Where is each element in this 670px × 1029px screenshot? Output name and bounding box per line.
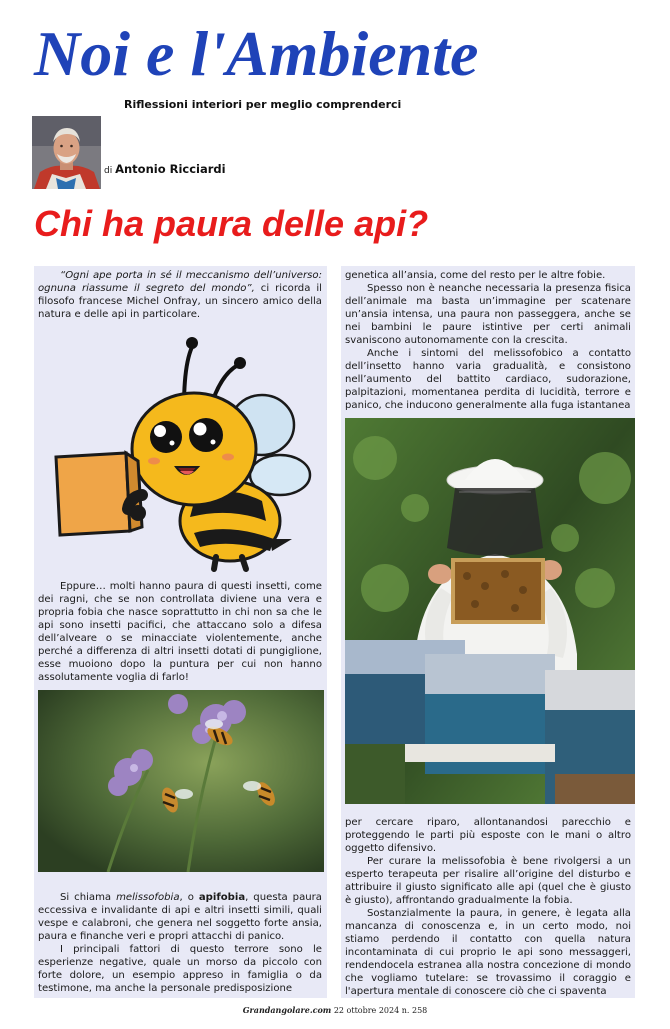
bees-on-flowers-photo: [38, 690, 324, 872]
term-melissofobia: melissofobia: [116, 892, 180, 903]
paragraph-eppure: Eppure… molti hanno paura di questi insetti, come dei ragni, che se non controllata diviene una vera e propria fobia che nasce soprattutto in chi non sa che le api sono insetti pacifici, che attaccano solo a difesa dell’alveare o se minacciate violentemente, anche perché a differenza di altri insetti dotati di pungiglione, esse muoiono dopo la puntura per cui non hanno assolutamente voglia di farlo!: [38, 581, 322, 683]
paragraph-melissofobia: Si chiama melissofobia, o apifobia, questa paura eccessiva e invalidante di api e altri insetti simili, quali vespe e calabroni, che genera nel soggetto forte ansia, paura e finanche veri e propri attacchi di panico.: [38, 892, 322, 942]
article-headline: Chi ha paura delle api?: [34, 203, 429, 244]
column-2-bottom-text: [345, 816, 631, 998]
author-name: Antonio Ricciardi: [115, 162, 226, 176]
footer-issue: n. 258: [401, 1006, 428, 1015]
paragraph-curare: Per curare la melissofobia è bene rivolgersi a un esperto terapeuta per risalire all’origine del disturbo e attribuire il giusto significato alle api (quel che è giusto è giusto), affrontando gradualmente la fobia.: [345, 856, 631, 906]
byline: [104, 162, 226, 176]
paragraph-riparo: per cercare riparo, allontanandosi parecchio e proteggendo le parti più esposte con le mani o altro oggetto difensivo.: [345, 817, 631, 854]
paragraph-fattori: I principali fattori di questo terrore sono le esperienze negative, quale un morso da piccolo con forte dolore, un esempio appreso in famiglia o da testimone, ma anche la personale predisposizione: [38, 944, 322, 994]
column-1-intro-text: [38, 269, 322, 321]
paragraph-sostanzialmente: Sostanzialmente la paura, in genere, è legata alla mancanza di conoscenza e, in un certo modo, noi stiamo perdendo il contatto con quella natura incontaminata di cui proprio le api sono messaggeri, rendendocela estranea alla nostra concezione di mondo che vogliamo tutelare: se trovassimo il coraggio e l'apertura mentale di conoscere ciò che ci spaventa: [345, 908, 631, 997]
column-1-bottom-text: [38, 891, 322, 995]
column-1-middle-text: [38, 580, 322, 684]
byline-prefix: di: [104, 166, 113, 176]
author-photo: [32, 116, 101, 189]
paragraph-spesso: Spesso non è neanche necessaria la presenza fisica dell’animale ma basta un’immagine per scatenare un’ansia intensa, una paura non passeggera, anche se nei bambini le paure istintive per certi animali svaniscono autonomamente con la crescita.: [345, 283, 631, 346]
footer-date: 22 ottobre 2024: [333, 1006, 400, 1015]
masthead-subtitle: Riflessioni interiori per meglio comprenderci: [124, 98, 402, 111]
paragraph-sintomi: Anche i sintomi del melissofobico a contatto dell’insetto hanno varia gradualità, e consistono nell’aumento del battito cardiaco, sudorazione, palpitazioni, momentanea perdita di lucidità, terrore e panico, che inducono generalmente alla fuga istantanea: [345, 348, 631, 411]
paragraph-genetica: genetica all’ansia, come del resto per le altre fobie.: [345, 270, 606, 281]
page-footer: [0, 1005, 670, 1015]
beekeeper-photo: [345, 418, 635, 804]
term-apifobia: apifobia: [198, 892, 246, 903]
onfray-quote: “Ogni ape porta in sé il meccanismo dell’universo: ognuna riassume il segreto del mondo”,: [38, 270, 322, 294]
footer-site: Grandangolare.com: [242, 1005, 332, 1015]
column-2-top-text: [345, 269, 631, 412]
cartoon-bee-illustration: [34, 325, 327, 575]
masthead: Noi e l'Ambiente: [34, 18, 479, 89]
intro-rest: ci ricorda il filosofo francese Michel Onfray, un sincero amico della natura e delle api in particolare.: [38, 283, 322, 320]
